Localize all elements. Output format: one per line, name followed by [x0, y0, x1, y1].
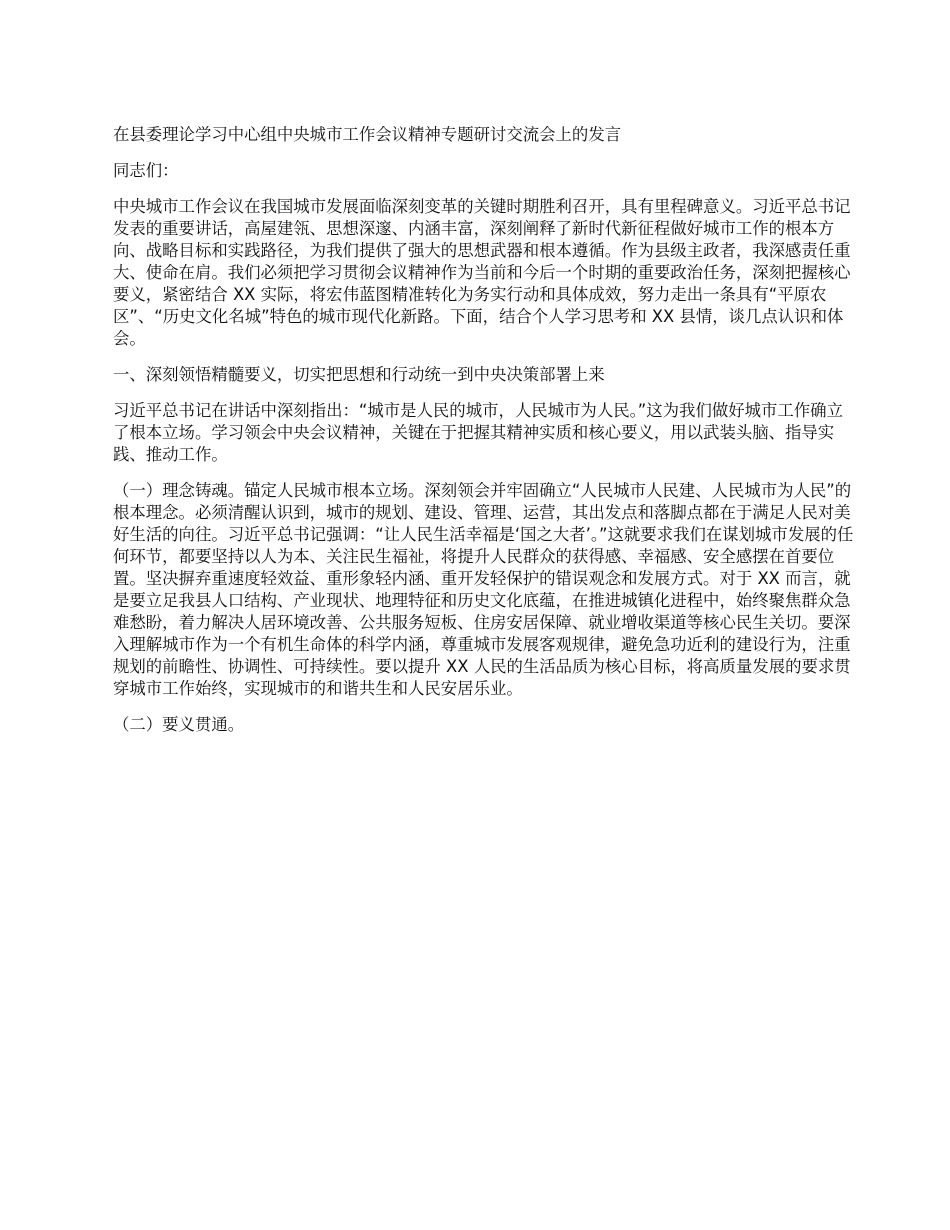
document-title: 在县委理论学习中心组中央城市工作会议精神专题研讨交流会上的发言 [113, 125, 622, 144]
paragraph-section-1: 习近平总书记在讲话中深刻指出：“城市是人民的城市，人民城市为人民。”这为我们做好城市工作确立了根本立场。学习领会中央会议精神，关键在于把握其精神实质和核心要义，用以武装头脑、指导实践、推动工作。 [113, 401, 843, 464]
paragraph-subsection-2: （二）要义贯通。 [113, 715, 245, 734]
section-heading-1: 一、深刻领悟精髓要义，切实把思想和行动统一到中央决策部署上来 [113, 365, 605, 384]
paragraph-intro: 中央城市工作会议在我国城市发展面临深刻变革的关键时期胜利召开，具有里程碑意义。习近平总书记发表的重要讲话，高屋建瓴、思想深邃、内涵丰富，深刻阐释了新时代新征程做好城市工作的根本方向、战略目标和实践路径，为我们提供了强大的思想武器和根本遵循。作为县级主政者，我深感责任重大、使命在肩。我们必须把学习贯彻会议精神作为当前和今后一个时期的重要政治任务，深刻把握核心要义，紧密结合 XX 实际，将宏伟蓝图精准转化为务实行动和具体成效，努力走出一条具有“平原农区”、“历史文化名城”特色的城市现代化新路。下面，结合个人学习思考和 XX 县情，谈几点认识和体会。 [113, 197, 851, 348]
greeting: 同志们： [113, 161, 179, 180]
document-body [113, 124, 855, 736]
paragraph-subsection-1: （一）理念铸魂。锚定人民城市根本立场。深刻领会并牢固确立“人民城市人民建、人民城市为人民”的根本理念。必须清醒认识到，城市的规划、建设、管理、运营，其出发点和落脚点都在于满足人民对美好生活的向往。习近平总书记强调：“让人民生活幸福是‘国之大者’。”这就要求我们在谋划城市发展的任何环节，都要坚持以人为本、关注民生福祉，将提升人民群众的获得感、幸福感、安全感摆在首要位置。坚决摒弃重速度轻效益、重形象轻内涵、重开发轻保护的错误观念和发展方式。对于 XX 而言，就是要立足我县人口结构、产业现状、地理特征和历史文化底蕴，在推进城镇化进程中，始终聚焦群众急难愁盼，着力解决人居环境改善、公共服务短板、住房安居保障、就业增收渠道等核心民生关切。要深入理解城市作为一个有机生命体的科学内涵，尊重城市发展客观规律，避免急功近利的建设行为，注重规划的前瞻性、协调性、可持续性。要以提升 XX 人民的生活品质为核心目标，将高质量发展的要求贯穿城市工作始终，实现城市的和谐共生和人民安居乐业。 [113, 481, 854, 698]
